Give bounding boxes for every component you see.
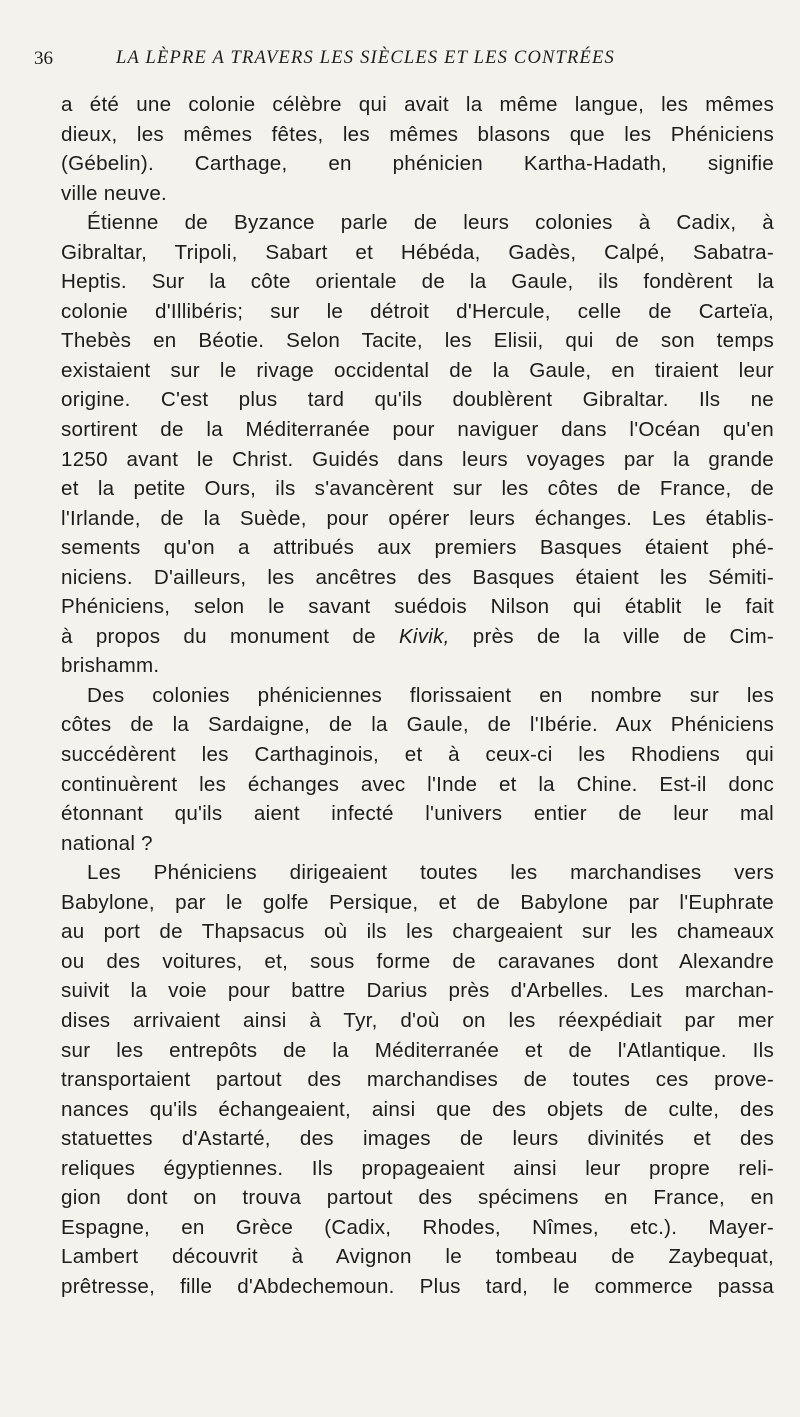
- text-line: existaient sur le rivage occidental de la Gaule, en tiraient leur: [61, 358, 774, 382]
- text-line: a été une colonie célèbre qui avait la même langue, les mêmes: [61, 93, 774, 116]
- page-number: 36: [34, 48, 53, 69]
- text-line: [61, 622, 774, 652]
- text-segment: à propos du monument de: [61, 624, 399, 648]
- text-line: ou des voitures, et, sous forme de caravanes dont Alexandre: [61, 949, 774, 973]
- text-line: sur les entrepôts de la Méditerranée et de l'Atlantique. Ils: [61, 1038, 774, 1062]
- text-line: niciens. D'ailleurs, les ancêtres des Basques étaient les Sémiti-: [61, 565, 774, 589]
- running-title: LA LÈPRE A TRAVERS LES SIÈCLES ET LES CONTRÉES: [116, 48, 616, 68]
- text-line: Lambert découvrit à Avignon le tombeau de Zaybequat,: [61, 1245, 774, 1269]
- text-line: prêtresse, fille d'Abdechemoun. Plus tard, le commerce passa: [61, 1274, 774, 1298]
- text-line: nances qu'ils échangeaient, ainsi que des objets de culte, des: [61, 1097, 774, 1121]
- text-line: Heptis. Sur la côte orientale de la Gaule, ils fondèrent la: [61, 270, 774, 294]
- text-line: (Gébelin). Carthage, en phénicien Kartha-Hadath, signifie: [61, 152, 774, 176]
- text-line: Les Phéniciens dirigeaient toutes les marchandises vers: [87, 861, 774, 885]
- text-line: gion dont on trouva partout des spécimens en France, en: [61, 1186, 774, 1210]
- text-segment: près de la ville de Cim-: [449, 624, 775, 648]
- text-line: dises arrivaient ainsi à Tyr, d'où on les réexpédiait par mer: [61, 1008, 774, 1032]
- text-line: suivit la voie pour battre Darius près d'Arbelles. Les marchan-: [61, 979, 774, 1003]
- text-line: continuèrent les échanges avec l'Inde et la Chine. Est-il donc: [61, 772, 774, 796]
- text-line: colonie d'Illibéris; sur le détroit d'Hercule, celle de Carteïa,: [61, 299, 774, 323]
- text-line: sements qu'on a attribués aux premiers Basques étaient phé-: [61, 536, 774, 560]
- text-line: 1250 avant le Christ. Guidés dans leurs voyages par la grande: [61, 447, 774, 471]
- text-line: Thebès en Béotie. Selon Tacite, les Elisii, qui de son temps: [61, 329, 774, 353]
- text-line: transportaient partout des marchandises de toutes ces prove-: [61, 1068, 774, 1092]
- text-line: reliques égyptiennes. Ils propageaient ainsi leur propre reli-: [61, 1156, 774, 1180]
- text-line: origine. C'est plus tard qu'ils doublèrent Gibraltar. Ils ne: [61, 388, 774, 412]
- text-line: Espagne, en Grèce (Cadix, Rhodes, Nîmes, etc.). Mayer-: [61, 1215, 774, 1239]
- text-line: Babylone, par le golfe Persique, et de Babylone par l'Euphrate: [61, 890, 774, 914]
- text-line: statuettes d'Astarté, des images de leurs divinités et des: [61, 1127, 774, 1151]
- page-header: [34, 48, 774, 78]
- text-line: sortirent de la Méditerranée pour naviguer dans l'Océan qu'en: [61, 418, 774, 442]
- text-line: Gibraltar, Tripoli, Sabart et Hébéda, Gadès, Calpé, Sabatra-: [61, 240, 774, 264]
- text-line: dieux, les mêmes fêtes, les mêmes blasons que les Phéniciens: [61, 122, 774, 146]
- text-line: côtes de la Sardaigne, de la Gaule, de l'Ibérie. Aux Phéniciens: [61, 713, 774, 737]
- text-line: l'Irlande, de la Suède, pour opérer leurs échanges. Les établis-: [61, 506, 774, 530]
- text-line: étonnant qu'ils aient infecté l'univers entier de leur mal: [61, 802, 774, 826]
- text-line: Étienne de Byzance parle de leurs colonies à Cadix, à: [87, 211, 774, 235]
- text-line: ville neuve.: [61, 181, 168, 205]
- body-text: [61, 90, 774, 1301]
- italic-term: Kivik,: [398, 624, 450, 648]
- text-line: et la petite Ours, ils s'avancèrent sur les côtes de France, de: [61, 477, 774, 501]
- text-line: Des colonies phéniciennes florissaient en nombre sur les: [87, 683, 774, 707]
- text-line: brishamm.: [61, 654, 160, 678]
- text-line: Phéniciens, selon le savant suédois Nilson qui établit le fait: [61, 595, 774, 619]
- text-line: au port de Thapsacus où ils les chargeaient sur les chameaux: [61, 920, 774, 944]
- text-line: national ?: [61, 831, 153, 855]
- text-line: succédèrent les Carthaginois, et à ceux-ci les Rhodiens qui: [61, 743, 774, 767]
